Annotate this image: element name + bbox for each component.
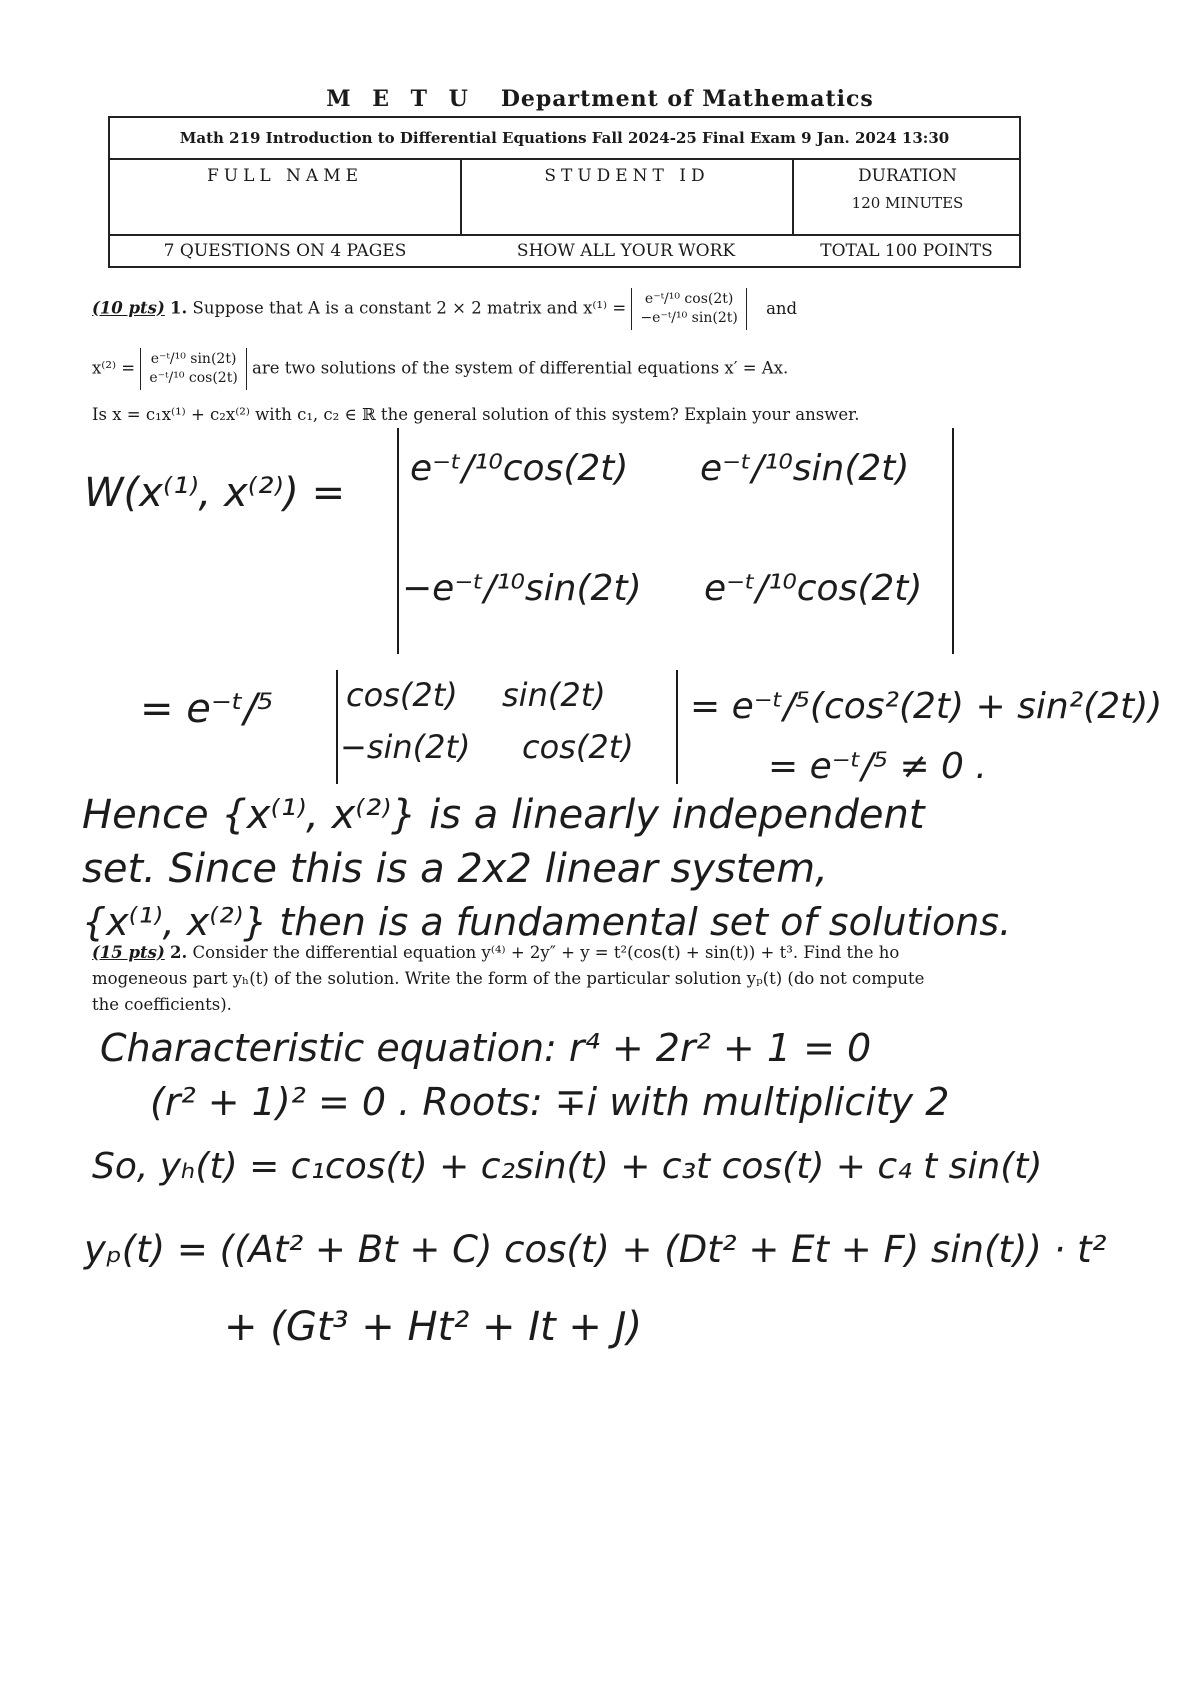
- name-id-row: [110, 158, 1019, 236]
- question-1-text-a: Suppose that A is a constant 2 × 2 matrix and x⁽¹⁾ =: [192, 298, 627, 318]
- full-name-label: FULL NAME: [206, 166, 364, 186]
- question-1-points: (10 pts): [92, 298, 165, 318]
- x1-top: e⁻ᵗ/¹⁰ cos(2t): [644, 291, 734, 307]
- yp-line-1: yₚ(t) = ((At² + Bt + C) cos(t) + (Dt² + Et + F) sin(t)) · t²: [84, 1228, 1107, 1271]
- det2-left-bar: [336, 670, 338, 784]
- full-name-cell: [110, 158, 460, 234]
- x1-bottom: −e⁻ᵗ/¹⁰ sin(2t): [640, 310, 738, 326]
- yp-line-2: + (Gt³ + Ht² + It + J): [224, 1304, 643, 1350]
- det2-entry-21: −sin(2t): [340, 728, 471, 766]
- det-right-bar: [952, 428, 958, 654]
- x2-label: x⁽²⁾ =: [92, 358, 136, 378]
- det-entry-21: −e⁻ᵗ/¹⁰sin(2t): [402, 568, 642, 609]
- det2-entry-12: sin(2t): [502, 676, 606, 714]
- conclusion-line-2: set. Since this is a 2x2 linear system,: [82, 846, 828, 892]
- char-eq-line: Characteristic equation: r⁴ + 2r² + 1 = 0: [100, 1026, 872, 1070]
- yh-line: So, yₕ(t) = c₁cos(t) + c₂sin(t) + c₃t cos(t) + c₄ t sin(t): [92, 1146, 1043, 1187]
- question-1-text-b: are two solutions of the system of differential equations x′ = Ax.: [252, 358, 789, 378]
- x2-top: e⁻ᵗ/¹⁰ sin(2t): [150, 351, 237, 367]
- question-1-text-c: Is x = c₁x⁽¹⁾ + c₂x⁽²⁾ with c₁, c₂ ∈ ℝ the general solution of this system? Explain your answer.: [92, 405, 860, 424]
- conclusion-line-1: Hence {x⁽¹⁾, x⁽²⁾} is a linearly independent: [82, 792, 925, 838]
- duration-value: 120 MINUTES: [851, 194, 964, 212]
- question-1-line2: [92, 348, 1022, 390]
- course-line: Math 219 Introduction to Differential Equations Fall 2024-25 Final Exam 9 Jan. 2024 13:30: [110, 118, 1019, 160]
- question-2-line1: [92, 942, 1032, 964]
- exam-info-table: [108, 116, 1021, 268]
- page-title: [0, 86, 1200, 112]
- duration-cell: [792, 158, 1021, 234]
- questions-count: 7 QUESTIONS ON 4 PAGES: [163, 241, 407, 261]
- duration-label: DURATION: [858, 166, 957, 186]
- roots-line: (r² + 1)² = 0 . Roots: ∓i with multiplicity 2: [150, 1080, 950, 1124]
- det-entry-12: e⁻ᵗ/¹⁰sin(2t): [700, 448, 910, 489]
- question-2-text-a: Consider the differential equation y⁽⁴⁾ + 2y″ + y = t²(cos(t) + sin(t)) + t³. Find the ho: [192, 943, 900, 962]
- question-1-stem: [92, 288, 1022, 330]
- wronskian-label: W(x⁽¹⁾, x⁽²⁾) =: [84, 470, 346, 516]
- x1-vector: [631, 288, 746, 330]
- question-1-number: 1.: [170, 298, 188, 318]
- conclusion-line-3: {x⁽¹⁾, x⁽²⁾} then is a fundamental set of solutions.: [82, 900, 1012, 944]
- det-entry-11: e⁻ᵗ/¹⁰cos(2t): [410, 448, 629, 489]
- x2-bottom: e⁻ᵗ/¹⁰ cos(2t): [149, 370, 238, 386]
- question-1-and: and: [766, 298, 798, 318]
- det2-entry-22: cos(2t): [522, 728, 634, 766]
- question-2-text-c: the coefficients).: [92, 995, 232, 1014]
- det-left-bar: [397, 428, 403, 654]
- exam-summary-row: [110, 234, 1019, 268]
- det2-right-bar: [676, 670, 678, 784]
- x2-vector: [140, 348, 246, 390]
- student-id-cell: [460, 158, 792, 234]
- question-2-points: (15 pts): [92, 943, 165, 962]
- question-2-number: 2.: [170, 943, 188, 962]
- student-id-label: STUDENT ID: [544, 166, 710, 186]
- instruction: SHOW ALL YOUR WORK: [516, 241, 736, 261]
- det-factor: = e⁻ᵗ/⁵: [140, 686, 274, 732]
- department-name: Department of Mathematics: [500, 86, 874, 112]
- det2-entry-11: cos(2t): [346, 676, 458, 714]
- total-points: TOTAL 100 POINTS: [820, 241, 993, 261]
- university-name: M E T U: [326, 86, 475, 112]
- question-2-text-b: mogeneous part yₕ(t) of the solution. Write the form of the particular solution yₚ(t) (do not compute: [92, 969, 925, 988]
- det-result: = e⁻ᵗ/⁵(cos²(2t) + sin²(2t)): [690, 686, 1163, 727]
- det-nonzero: = e⁻ᵗ/⁵ ≠ 0 .: [768, 746, 987, 787]
- det-entry-22: e⁻ᵗ/¹⁰cos(2t): [704, 568, 923, 609]
